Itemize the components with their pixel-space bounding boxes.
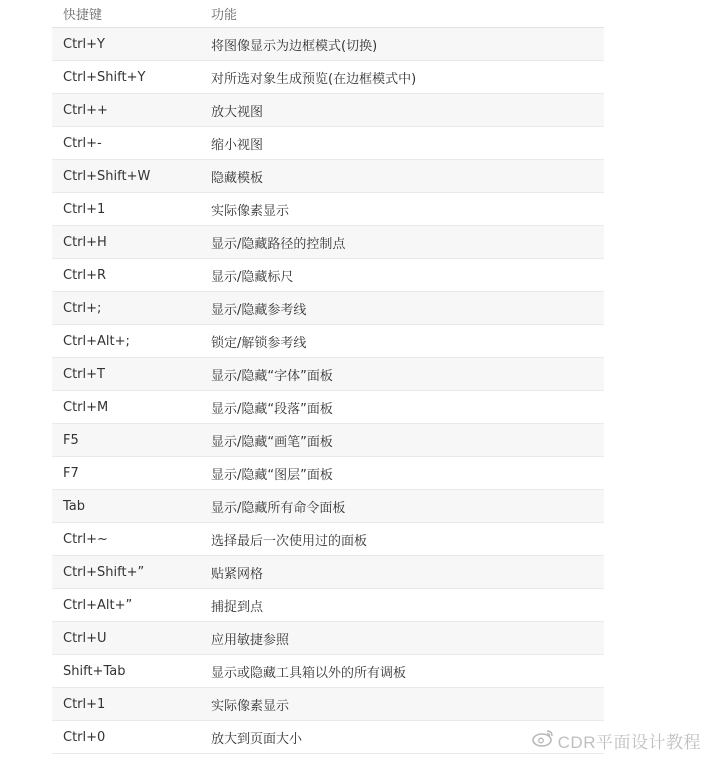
shortcut-function: 显示/隐藏所有命令面板 bbox=[211, 500, 346, 516]
table-row bbox=[52, 523, 604, 556]
shortcut-key: Ctrl+- bbox=[63, 135, 102, 151]
shortcut-key: Ctrl+Shift+Y bbox=[63, 69, 146, 85]
table-row bbox=[52, 226, 604, 259]
shortcut-function: 显示/隐藏“字体”面板 bbox=[211, 368, 333, 384]
table-row bbox=[52, 457, 604, 490]
shortcut-function: 放大到页面大小 bbox=[211, 731, 303, 747]
shortcut-function: 应用敏捷参照 bbox=[211, 632, 290, 648]
shortcut-key: Ctrl+Alt+” bbox=[63, 597, 133, 613]
shortcut-key: Ctrl+~ bbox=[63, 531, 108, 547]
shortcut-key: Shift+Tab bbox=[63, 663, 126, 679]
shortcut-function: 显示/隐藏标尺 bbox=[211, 269, 294, 285]
shortcut-function: 显示/隐藏参考线 bbox=[211, 302, 307, 318]
shortcut-function: 显示或隐藏工具箱以外的所有调板 bbox=[211, 665, 407, 681]
table-row bbox=[52, 490, 604, 523]
shortcut-function: 对所选对象生成预览(在边框模式中) bbox=[211, 71, 417, 87]
header-key: 快捷键 bbox=[63, 8, 103, 23]
table-row bbox=[52, 655, 604, 688]
shortcut-key: Ctrl+T bbox=[63, 366, 105, 382]
shortcut-table bbox=[52, 0, 604, 754]
table-row bbox=[52, 127, 604, 160]
table-row bbox=[52, 292, 604, 325]
header-function: 功能 bbox=[211, 8, 238, 23]
table-row bbox=[52, 622, 604, 655]
table-body bbox=[52, 28, 604, 754]
weibo-icon bbox=[532, 729, 558, 752]
shortcut-key: F7 bbox=[63, 465, 79, 481]
table-row bbox=[52, 688, 604, 721]
shortcut-function: 显示/隐藏“段落”面板 bbox=[211, 401, 333, 417]
table-row bbox=[52, 28, 604, 61]
shortcut-function: 放大视图 bbox=[211, 104, 264, 120]
shortcut-key: Ctrl+Alt+; bbox=[63, 333, 130, 349]
table-row bbox=[52, 259, 604, 292]
shortcut-key: F5 bbox=[63, 432, 79, 448]
shortcut-key: Ctrl+1 bbox=[63, 201, 106, 217]
table-row bbox=[52, 556, 604, 589]
shortcut-function: 缩小视图 bbox=[211, 137, 264, 153]
table-row bbox=[52, 721, 604, 754]
shortcut-function: 实际像素显示 bbox=[211, 698, 290, 714]
shortcut-function: 将图像显示为边框模式(切换) bbox=[211, 38, 378, 54]
shortcut-key: Ctrl+U bbox=[63, 630, 107, 646]
table-header-row bbox=[52, 0, 604, 28]
shortcut-key: Ctrl+; bbox=[63, 300, 102, 316]
shortcut-key: Ctrl+H bbox=[63, 234, 107, 250]
table-row bbox=[52, 94, 604, 127]
table-row bbox=[52, 358, 604, 391]
shortcut-key: Ctrl+M bbox=[63, 399, 109, 415]
table-row bbox=[52, 61, 604, 94]
table-row bbox=[52, 589, 604, 622]
table-row bbox=[52, 424, 604, 457]
shortcut-function: 捕捉到点 bbox=[211, 599, 264, 615]
shortcut-function: 显示/隐藏“画笔”面板 bbox=[211, 434, 333, 450]
shortcut-function: 锁定/解锁参考线 bbox=[211, 335, 307, 351]
shortcut-function: 实际像素显示 bbox=[211, 203, 290, 219]
table-row bbox=[52, 391, 604, 424]
shortcut-key: Ctrl+Shift+W bbox=[63, 168, 151, 184]
shortcut-key: Tab bbox=[63, 498, 86, 514]
watermark-text: CDR平面设计教程 bbox=[557, 733, 701, 752]
table-row bbox=[52, 193, 604, 226]
shortcut-function: 贴紧网格 bbox=[211, 566, 264, 582]
table-row bbox=[52, 160, 604, 193]
shortcut-function: 显示/隐藏路径的控制点 bbox=[211, 236, 346, 252]
shortcut-key: Ctrl+1 bbox=[63, 696, 106, 712]
watermark bbox=[532, 728, 701, 753]
shortcut-key: Ctrl+0 bbox=[63, 729, 106, 745]
shortcut-function: 显示/隐藏“图层”面板 bbox=[211, 467, 333, 483]
shortcut-function: 选择最后一次使用过的面板 bbox=[211, 533, 368, 549]
shortcut-key: Ctrl++ bbox=[63, 102, 108, 118]
shortcut-key: Ctrl+R bbox=[63, 267, 107, 283]
table-row bbox=[52, 325, 604, 358]
shortcut-key: Ctrl+Y bbox=[63, 36, 105, 52]
shortcut-function: 隐藏模板 bbox=[211, 170, 264, 186]
shortcut-key: Ctrl+Shift+” bbox=[63, 564, 145, 580]
